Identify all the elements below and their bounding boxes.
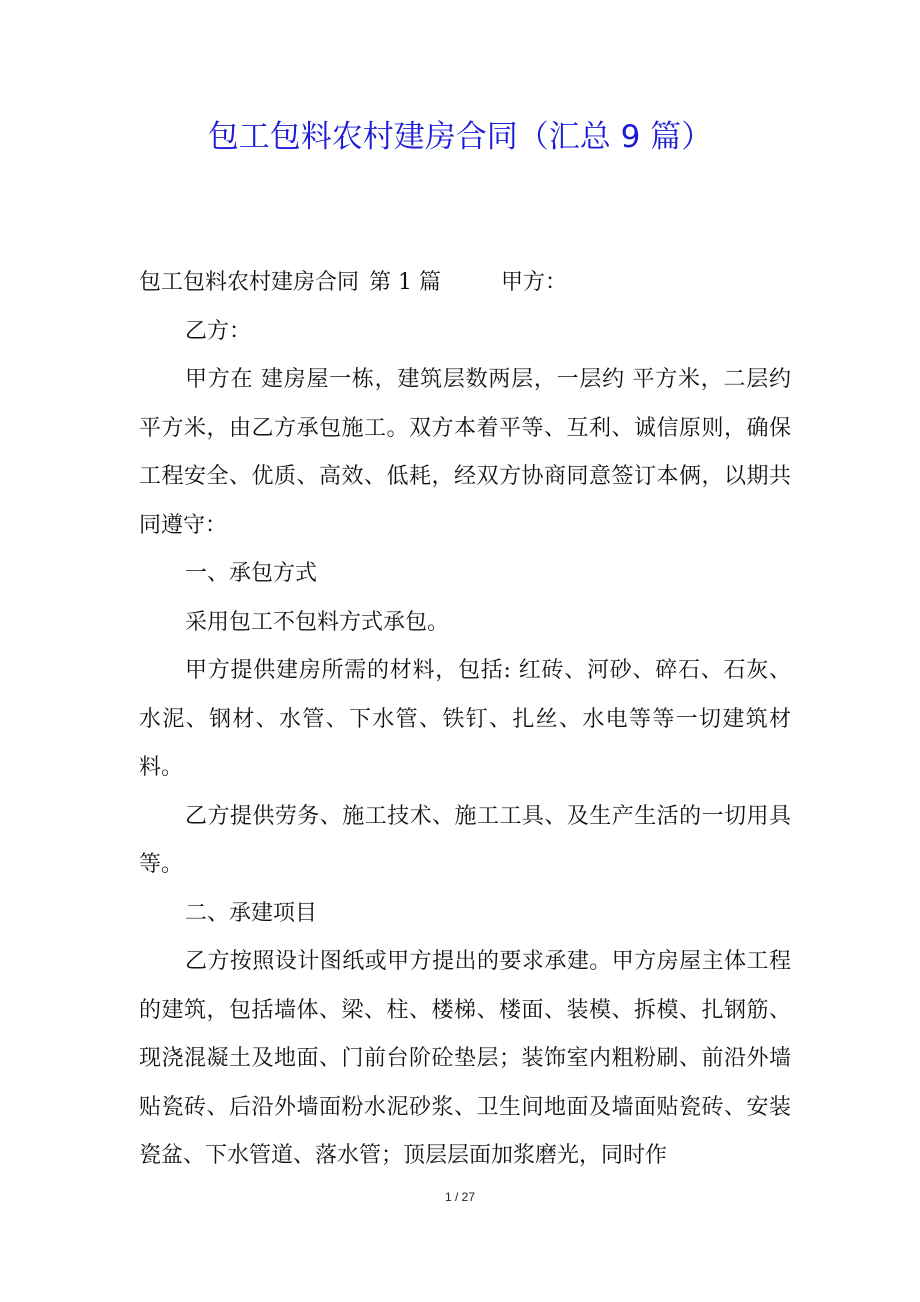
paragraph-preamble: 甲方在 建房屋一栋，建筑层数两层，一层约 平方米，二层约 平方米，由乙方承包施工。双方本着平等、互利、诚信原则，确保工程安全、优质、高效、低耗，经双方协商同意签订本俩，以期共同遵守： <box>139 367 791 538</box>
party-a-label: 甲方： <box>501 270 568 295</box>
document-title: 包工包料农村建房合同（汇总 9 篇） <box>207 119 713 155</box>
clause-heading-contract-method: 一、承包方式 <box>185 561 318 586</box>
paragraph: 采用包工不包料方式承包。 <box>185 609 450 635</box>
paragraph: 乙方提供劳务、施工技术、施工工具、及生产生活的一切用具等。 <box>139 803 791 877</box>
section-number: 第 1 篇 <box>369 270 441 295</box>
page-number: 1 / 27 <box>444 1190 476 1204</box>
paragraph: 甲方提供建房所需的材料，包括: 红砖、河砂、碎石、石灰、水泥、钢材、水管、下水管、铁钉、扎丝、水电等等一切建筑材料。 <box>139 658 791 780</box>
section-heading-line <box>139 259 791 308</box>
paragraph: 乙方按照设计图纸或甲方提出的要求承建。甲方房屋主体工程的建筑，包括墙体、梁、柱、楼梯、楼面、装模、拆模、扎钢筋、现浇混凝土及地面、门前台阶砼垫层；装饰室内粗粉刷、前沿外墙贴瓷砖、后沿外墙面粉水泥砂浆、卫生间地面及墙面贴瓷砖、安装瓷盆、下水管道、落水管；顶层层面加浆磨光，同时作 <box>139 949 791 1168</box>
party-b-label: 乙方： <box>185 318 252 344</box>
section-heading: 包工包料农村建房合同 <box>139 270 360 295</box>
clause-heading-construction-items: 二、承建项目 <box>185 900 318 926</box>
document-body <box>139 259 791 1181</box>
